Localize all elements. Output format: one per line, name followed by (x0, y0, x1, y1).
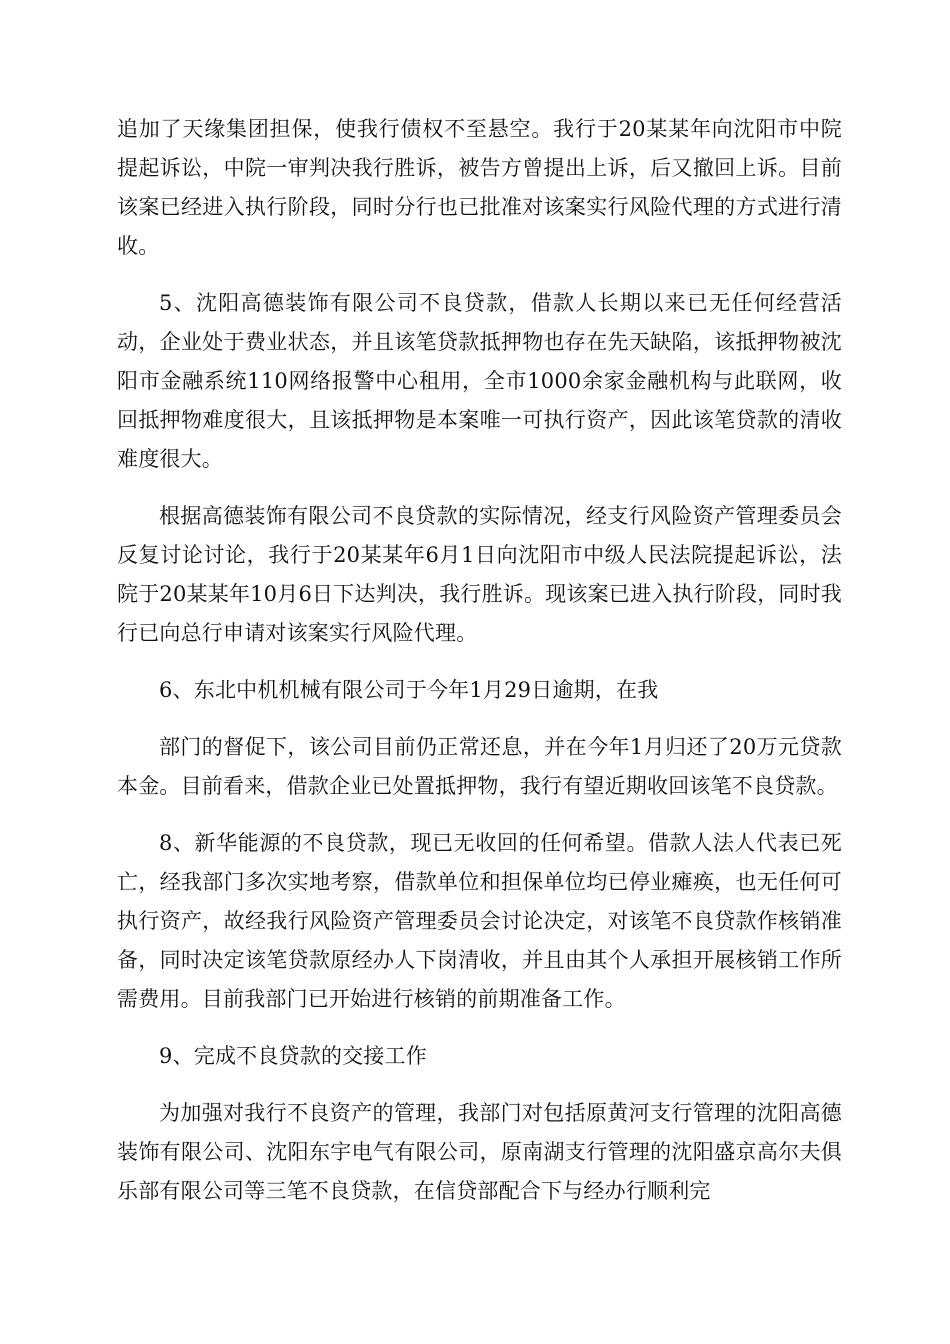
paragraph-item-9-heading: 9、完成不良贷款的交接工作 (159, 1044, 427, 1068)
paragraph-item-5: 5、沈阳高德装饰有限公司不良贷款，借款人长期以来已无任何经营活动，企业处于费业状态，并且该笔贷款抵押物也存在先天缺陷，该抵押物被沈阳市金融系统110网络报警中心租用，全市1000余家金融机构与此联网，收回抵押物难度很大，且该抵押物是本案唯一可执行资产，因此该笔贷款的清收难度很大。 (117, 291, 842, 471)
paragraph-item-6-continued: 部门的督促下，该公司目前仍正常还息，并在今年1月归还了20万元贷款本金。目前看来，借款企业已处置抵押物，我行有望近期收回该笔不良贷款。 (117, 735, 842, 798)
paragraph-1: 追加了天缘集团担保，使我行债权不至悬空。我行于20某某年向沈阳市中院提起诉讼，中院一审判决我行胜诉，被告方曾提出上诉，后又撤回上诉。目前该案已经进入执行阶段，同时分行也已批准对该案实行风险代理的方式进行清收。 (117, 117, 842, 258)
paragraph-handover: 为加强对我行不良资产的管理，我部门对包括原黄河支行管理的沈阳高德装饰有限公司、沈阳东宇电气有限公司，原南湖支行管理的沈阳盛京高尔夫俱乐部有限公司等三笔不良贷款，在信贷部配合下与经办行顺利完 (117, 1101, 842, 1203)
paragraph-item-6: 6、东北中机机械有限公司于今年1月29日逾期，在我 (159, 678, 659, 702)
document-body (117, 110, 842, 1229)
paragraph-item-8: 8、新华能源的不良贷款，现已无收回的任何希望。借款人法人代表已死亡，经我部门多次实地考察，借款单位和担保单位均已停业瘫痪，也无任何可执行资产，故经我行风险资产管理委员会讨论决定，对该笔不良贷款作核销准备，同时决定该笔贷款原经办人下岗清收，并且由其个人承担开展核销工作所需费用。目前我部门已开始进行核销的前期准备工作。 (117, 831, 842, 1011)
paragraph-gaode-lawsuit: 根据高德装饰有限公司不良贷款的实际情况，经支行风险资产管理委员会反复讨论讨论，我行于20某某年6月1日向沈阳市中级人民法院提起诉讼，法院于20某某年10月6日下达判决，我行胜诉。现该案已进入执行阶段，同时我行已向总行申请对该案实行风险代理。 (117, 504, 843, 645)
